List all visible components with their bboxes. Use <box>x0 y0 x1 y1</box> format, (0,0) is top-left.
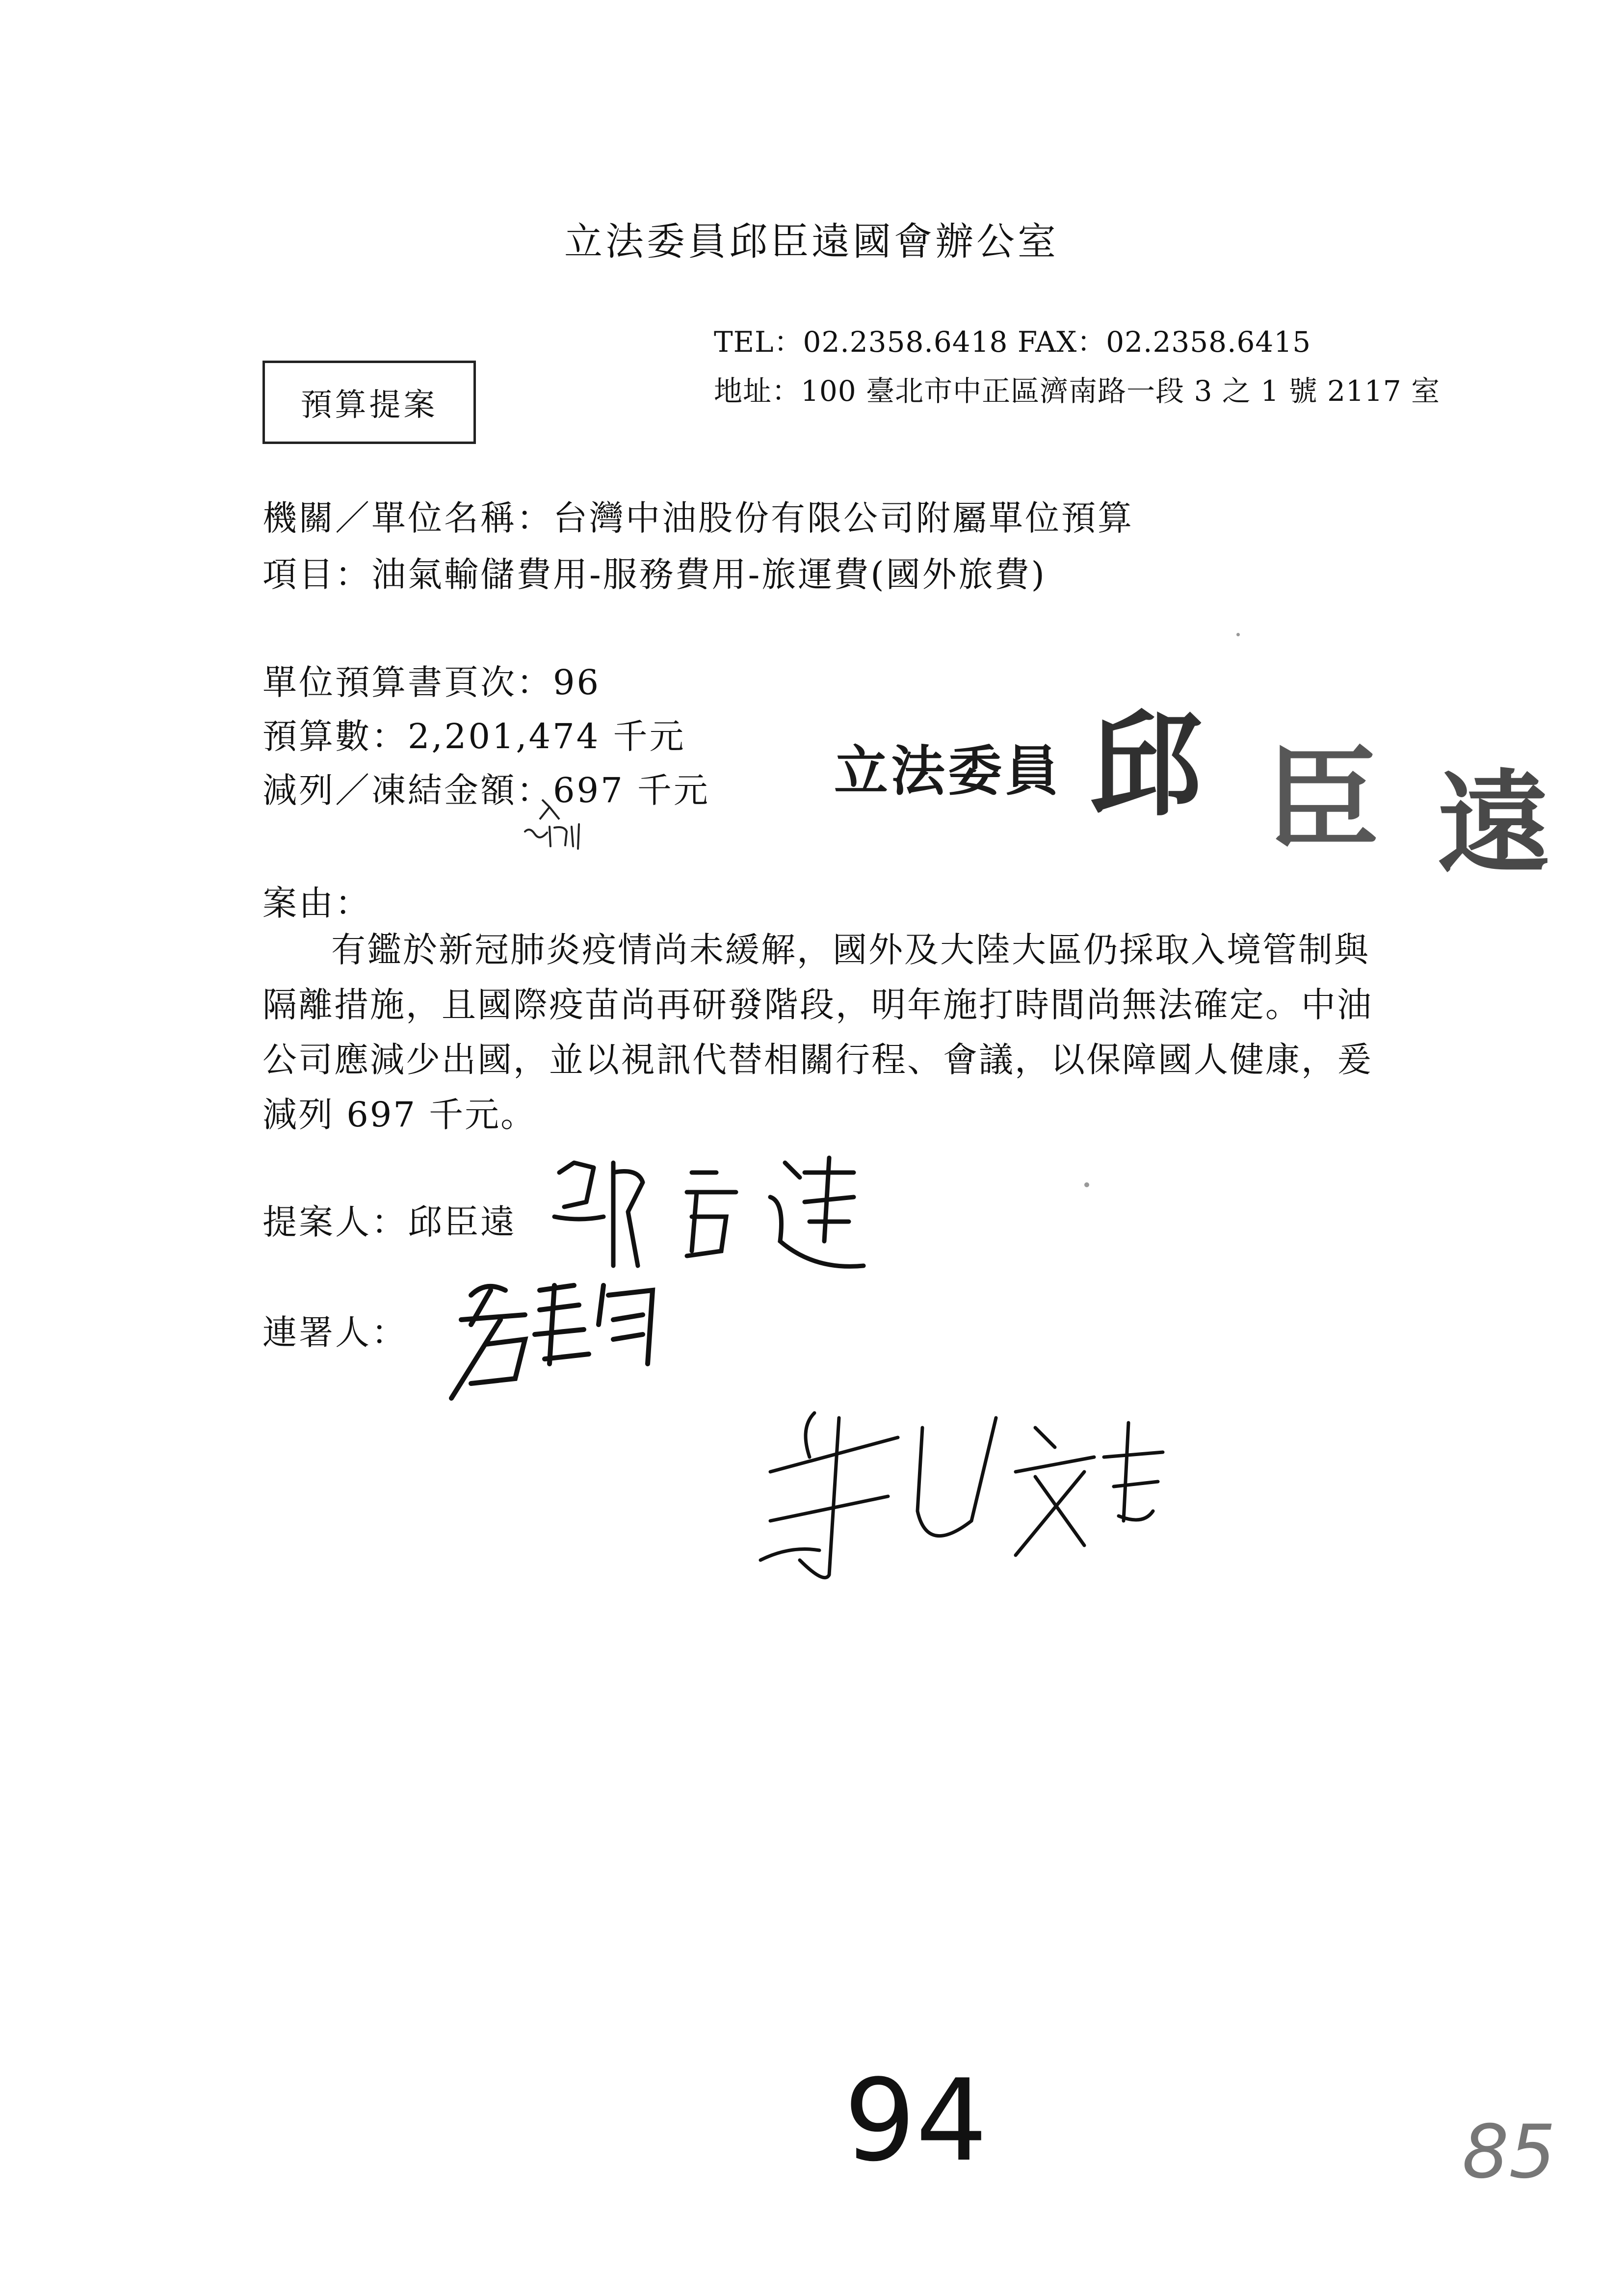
reason-text: 有鑑於新冠肺炎疫情尚未緩解，國外及大陸大區仍採取入境管制與隔離措施，且國際疫苗尚再研發階段，明年施打時間尚無法確定。中油公司應減少出國，並以視訊代替相關行程、會議，以保障國人健康，爰減列 697 千元。 <box>262 930 1373 1135</box>
item-line: 項目：油氣輸儲費用-服務費用-旅運費(國外旅費) <box>262 554 1047 595</box>
proposer-signature <box>540 1143 873 1276</box>
office-address: 地址：100 臺北市中正區濟南路一段 3 之 1 號 2117 室 <box>714 374 1441 408</box>
reason-paragraph <box>262 922 1391 1142</box>
doc-type-label: 預算提案 <box>300 387 438 423</box>
cosigner-signature-2 <box>741 1398 1182 1594</box>
cosigner-label: 連署人： <box>262 1312 408 1353</box>
svg-text:遠: 遠 <box>1438 758 1551 890</box>
handwritten-reduction-note <box>520 797 594 851</box>
budget-page-line: 單位預算書頁次：96 <box>262 662 601 703</box>
agency-line: 機關／單位名稱：台灣中油股份有限公司附屬單位預算 <box>262 498 1134 538</box>
budget-amount-line: 預算數：2,201,474 千元 <box>262 716 686 757</box>
cosigner-signature-1 <box>442 1266 667 1408</box>
handwritten-page-number: 94 <box>844 2056 988 2187</box>
scan-speck <box>1236 633 1240 636</box>
svg-text:臣: 臣 <box>1266 733 1379 866</box>
reason-label: 案由： <box>262 883 371 923</box>
proposer-line: 提案人：邱臣遠 <box>262 1202 517 1242</box>
pencil-page-number: 85 <box>1462 2110 1556 2195</box>
scan-speck <box>1084 1182 1089 1187</box>
legislator-stamp <box>834 697 1580 890</box>
office-title: 立法委員邱臣遠國會辦公室 <box>564 220 1059 264</box>
tel-fax: TEL：02.2358.6418 FAX：02.2358.6415 <box>714 325 1311 359</box>
doc-type-box <box>262 361 476 444</box>
reduction-amount-line: 減列／凍結金額：697 千元 <box>262 770 710 810</box>
svg-text:立法委員: 立法委員 <box>834 739 1062 803</box>
svg-text:邱: 邱 <box>1089 699 1203 832</box>
